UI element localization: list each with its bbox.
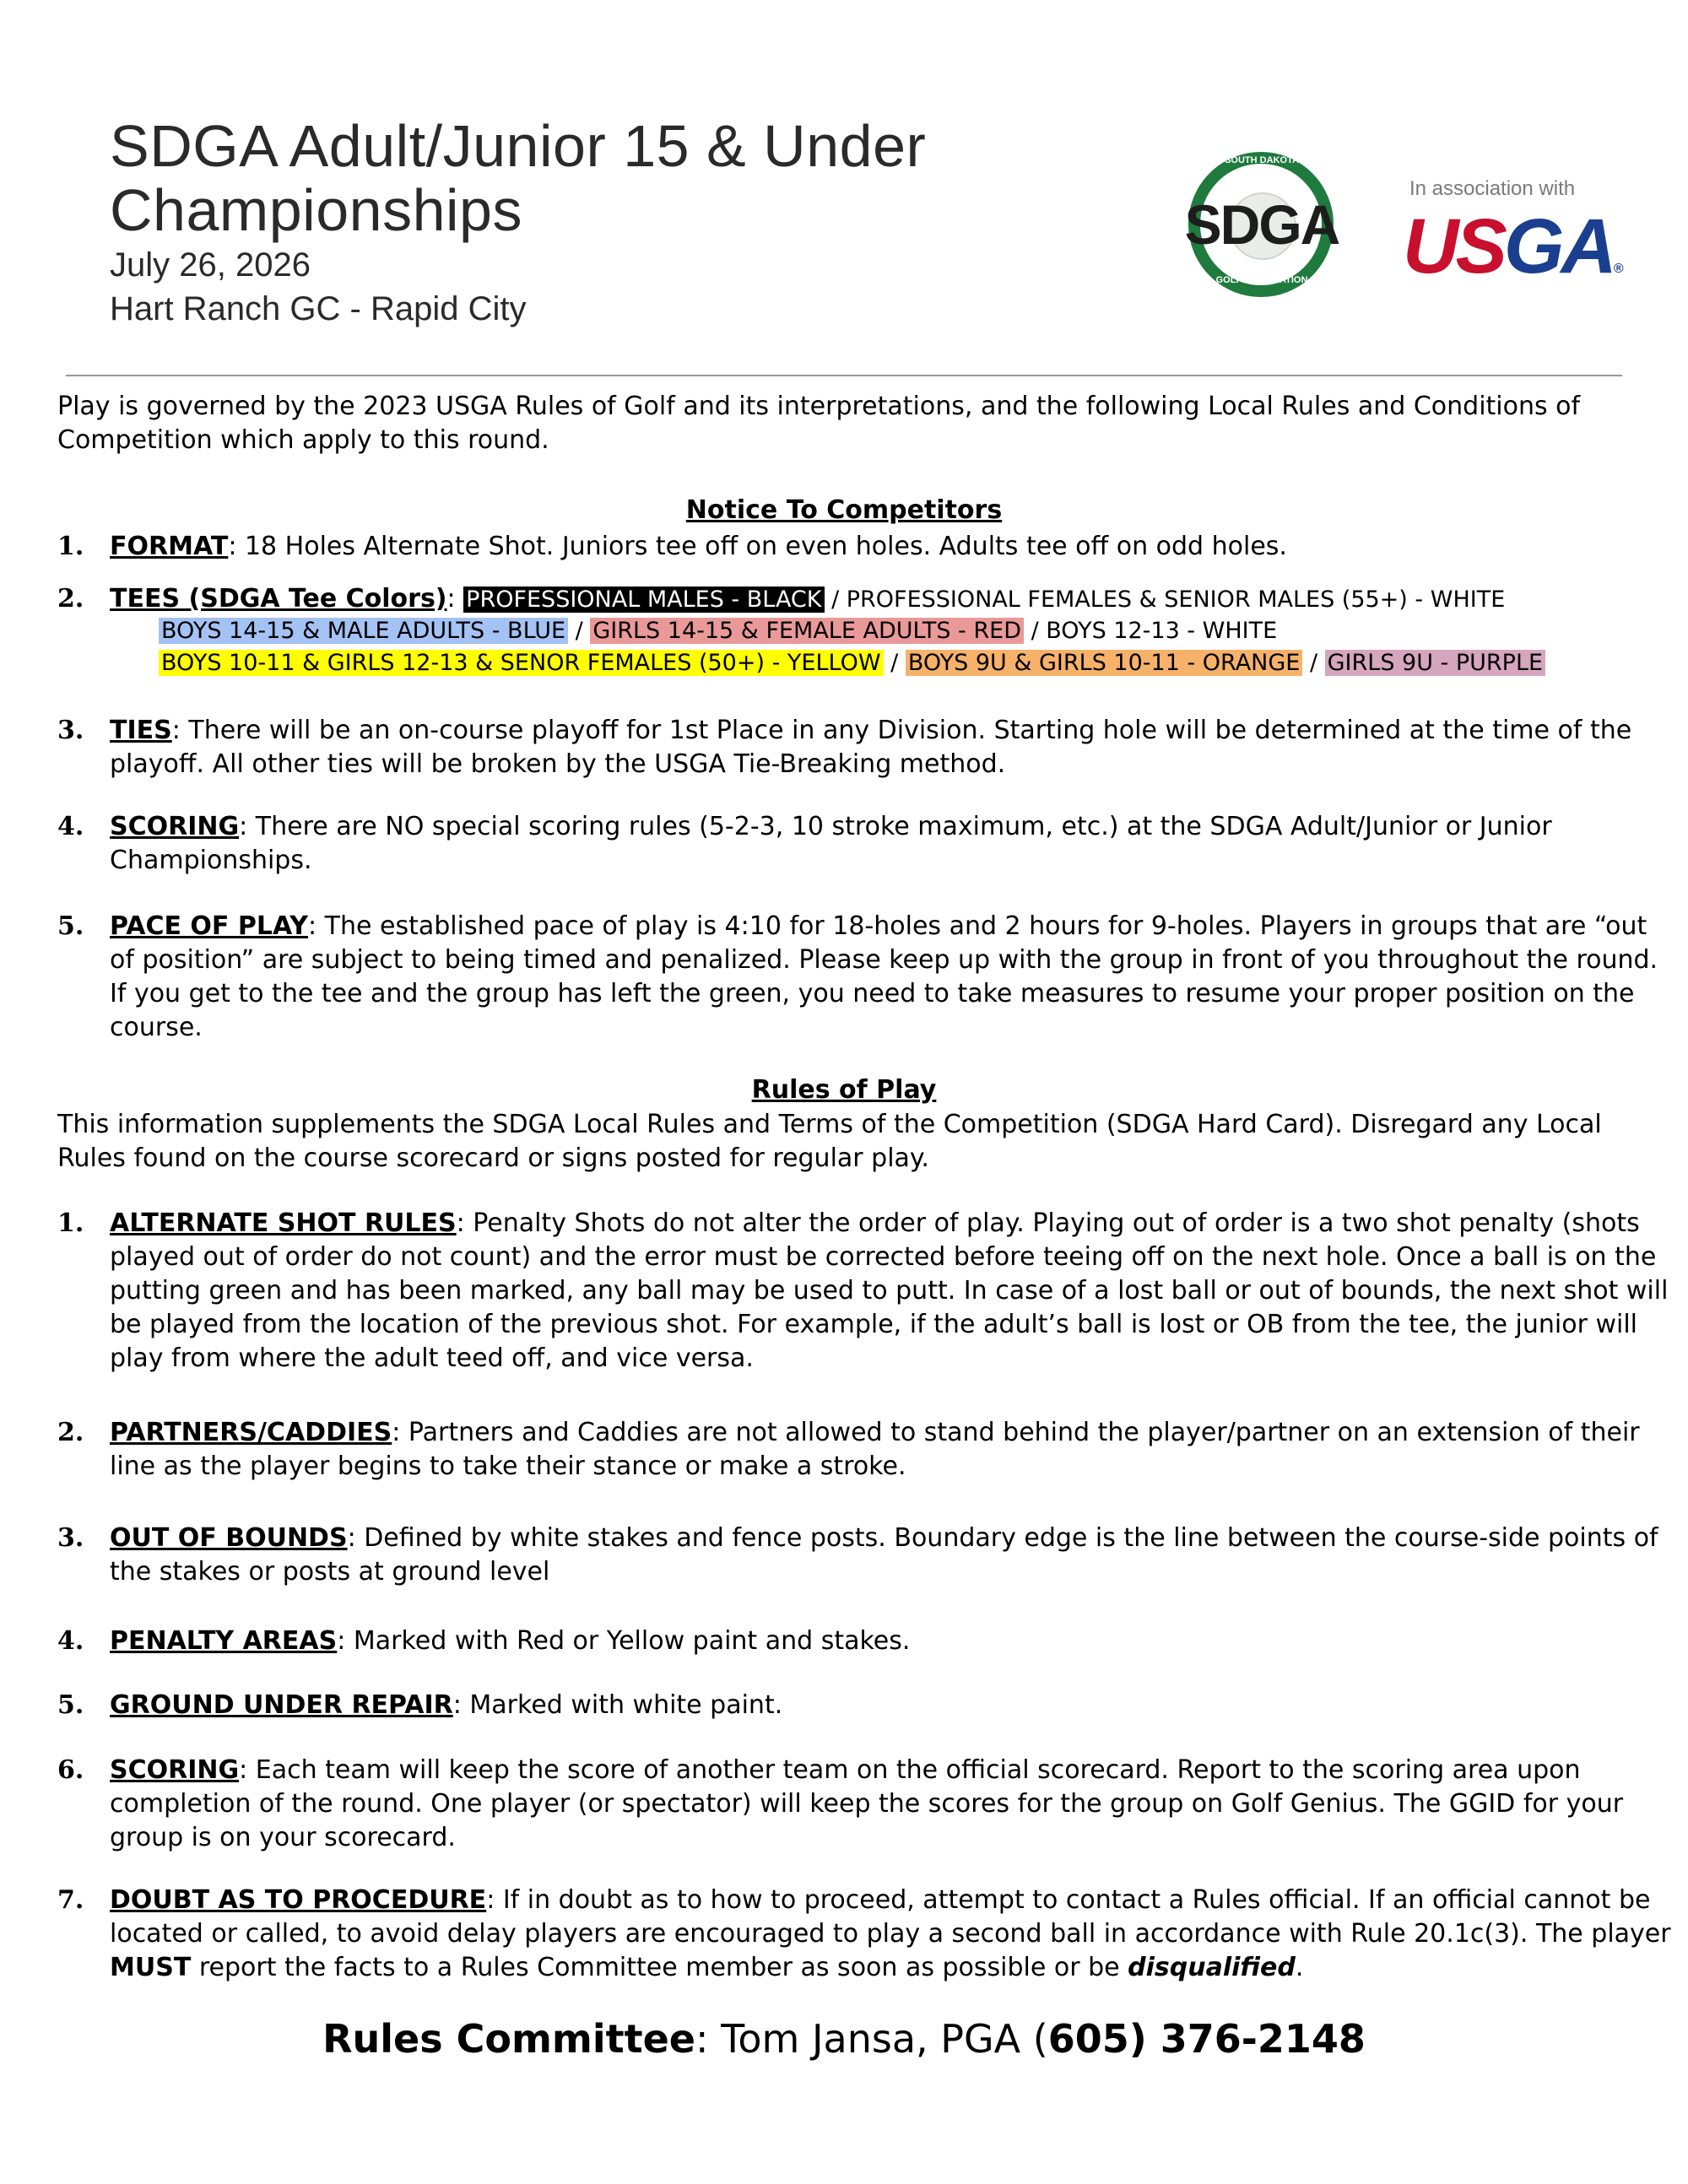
- item-label: ALTERNATE SHOT RULES: [110, 1208, 457, 1238]
- tee-white-text: PROFESSIONAL FEMALES & SENIOR MALES (55+) - WHITE: [846, 587, 1506, 613]
- footer-label: Rules Committee: [322, 2016, 695, 2062]
- item-emphasis-must: MUST: [110, 1953, 192, 1982]
- item-text: : Each team will keep the score of another team on the official scorecard. Report to the scoring area upon completion of the round. One player (or spectator) will keep the scores for the group on Golf Genius. The GGID for your group is on your scorecard.: [110, 1755, 1624, 1852]
- item-number: 3.: [57, 716, 84, 745]
- item-number: 1.: [57, 1208, 84, 1238]
- item-text: : There will be an on-course playoff for 1st Place in any Division. Starting hole will be determined at the time of the playoff. All other ties will be broken by the USGA Tie-Breaking method.: [110, 716, 1632, 779]
- item-text: : Penalty Shots do not alter the order of play. Playing out of order is a two shot penalty (shots played out of order do not count) and the error must be corrected before teeing off on the next hole. Once a ball is on the putting green and has been marked, any ball may be used to putt. In case of a lost ball or out of bounds, the next shot will be played from the location of the previous shot. For example, if the adult’s ball is lost or OB from the tee, the junior will play from where the adult teed off, and vice versa.: [110, 1208, 1669, 1373]
- item-label: PACE OF PLAY: [110, 911, 309, 941]
- usga-logo: [1403, 203, 1624, 291]
- intro-paragraph: Play is governed by the 2023 USGA Rules of Golf and its interpretations, and the following Local Rules and Conditions of Competition which apply to this round.: [57, 392, 1581, 455]
- tee-blue-badge: BOYS 14-15 & MALE ADULTS - BLUE: [159, 618, 568, 644]
- separator: /: [883, 650, 906, 676]
- item-label: DOUBT AS TO PROCEDURE: [110, 1885, 487, 1915]
- item-label: PARTNERS/CADDIES: [110, 1418, 392, 1447]
- item-text: : 18 Holes Alternate Shot. Juniors tee off on even holes. Adults tee off on odd holes.: [228, 532, 1287, 561]
- item-emphasis-disqualified: disqualified: [1128, 1953, 1296, 1982]
- item-text: : Marked with Red or Yellow paint and stakes.: [337, 1626, 911, 1656]
- item-label: FORMAT: [110, 532, 229, 561]
- event-date: July 26, 2026: [110, 246, 311, 284]
- separator: /: [824, 587, 847, 613]
- item-text: :: [446, 584, 456, 614]
- tee-white-boys-text: BOYS 12-13 - WHITE: [1046, 618, 1278, 644]
- document-title-block: [110, 114, 926, 330]
- item-text: : Defined by white stakes and fence posts. Boundary edge is the line between the course-side points of the stakes or posts at ground level: [110, 1523, 1658, 1587]
- separator: /: [1023, 618, 1047, 644]
- tee-yellow-badge: BOYS 10-11 & GIRLS 12-13 & SENOR FEMALES (50+) - YELLOW: [159, 650, 884, 676]
- item-text: : The established pace of play is 4:10 for 18-holes and 2 hours for 9-holes. Players in groups that are “out of position” are subject to being timed and penalized. Please keep up with the group in front of you throughout the round. If you get to the tee and the group has left the green, you need to take measures to resume your proper position on the course.: [110, 911, 1658, 1042]
- footer-phone: 605) 376-2148: [1047, 2016, 1366, 2062]
- rules-committee-footer: [0, 2015, 1688, 2062]
- item-number: 7.: [57, 1885, 84, 1915]
- item-number: 2.: [57, 1418, 84, 1447]
- item-text-end: .: [1295, 1953, 1304, 1982]
- tee-black-badge: PROFESSIONAL MALES - BLACK: [463, 587, 824, 613]
- item-number: 5.: [57, 1690, 84, 1720]
- rules-intro: This information supplements the SDGA Local Rules and Terms of the Competition (SDGA Hard Card). Disregard any Local Rules found on the course scorecard or signs posted for regular play.: [57, 1110, 1602, 1173]
- separator: /: [1302, 650, 1325, 676]
- item-text: : Partners and Caddies are not allowed to stand behind the player/partner on an extension of their line as the player begins to take their stance or make a stroke.: [110, 1418, 1640, 1481]
- sdga-ring-top-text: SOUTH DAKOTA: [1225, 155, 1299, 165]
- footer-colon: :: [695, 2016, 722, 2062]
- item-label: TEES (SDGA Tee Colors): [110, 584, 447, 614]
- tee-purple-badge: GIRLS 9U - PURPLE: [1325, 650, 1545, 676]
- sdga-ring-bottom-text: GOLF ASSOCIATION: [1215, 275, 1308, 285]
- event-venue: Hart Ranch GC - Rapid City: [110, 290, 527, 327]
- item-text: : Marked with white paint.: [452, 1690, 783, 1720]
- usga-logo-us: US: [1403, 203, 1504, 289]
- tee-red-badge: GIRLS 14-15 & FEMALE ADULTS - RED: [590, 618, 1024, 644]
- item-number: 4.: [57, 812, 84, 841]
- usga-logo-ga: GA: [1503, 203, 1614, 289]
- item-number: 1.: [57, 532, 84, 561]
- item-text: : There are NO special scoring rules (5-2-3, 10 stroke maximum, etc.) at the SDGA Adult/Junior or Junior Championships.: [110, 812, 1552, 875]
- item-label: SCORING: [110, 1755, 240, 1785]
- item-text: : If in doubt as to how to proceed, attempt to contact a Rules official. If an official cannot be located or called, to avoid delay players are encouraged to play a second ball in accordance with Rule 20.1c(3). The player: [110, 1885, 1671, 1949]
- item-label: PENALTY AREAS: [110, 1626, 338, 1656]
- notice-heading: Notice To Competitors: [685, 495, 1003, 525]
- header-divider: [66, 375, 1622, 376]
- separator: /: [568, 618, 591, 644]
- sdga-logo-text: SDGA: [1184, 193, 1339, 256]
- association-text: In association with: [1409, 177, 1576, 200]
- item-number: 2.: [57, 584, 84, 614]
- item-label: GROUND UNDER REPAIR: [110, 1690, 453, 1720]
- item-number: 6.: [57, 1755, 84, 1785]
- footer-name: Tom Jansa, PGA (: [721, 2016, 1048, 2062]
- logos: [1182, 152, 1624, 304]
- item-text-2: report the facts to a Rules Committee member as soon as possible or be: [191, 1953, 1128, 1982]
- item-number: 5.: [57, 911, 84, 941]
- item-label: SCORING: [110, 812, 240, 841]
- title-line-1: SDGA Adult/Junior 15 & Under: [110, 113, 927, 179]
- item-label: TIES: [110, 716, 172, 745]
- title-line-2: Championships: [110, 177, 522, 243]
- rules-heading: Rules of Play: [751, 1075, 937, 1105]
- item-label: OUT OF BOUNDS: [110, 1523, 348, 1553]
- item-number: 3.: [57, 1523, 84, 1553]
- tee-orange-badge: BOYS 9U & GIRLS 10-11 - ORANGE: [906, 650, 1303, 676]
- usga-registered-mark: ®: [1613, 262, 1624, 276]
- item-number: 4.: [57, 1626, 84, 1656]
